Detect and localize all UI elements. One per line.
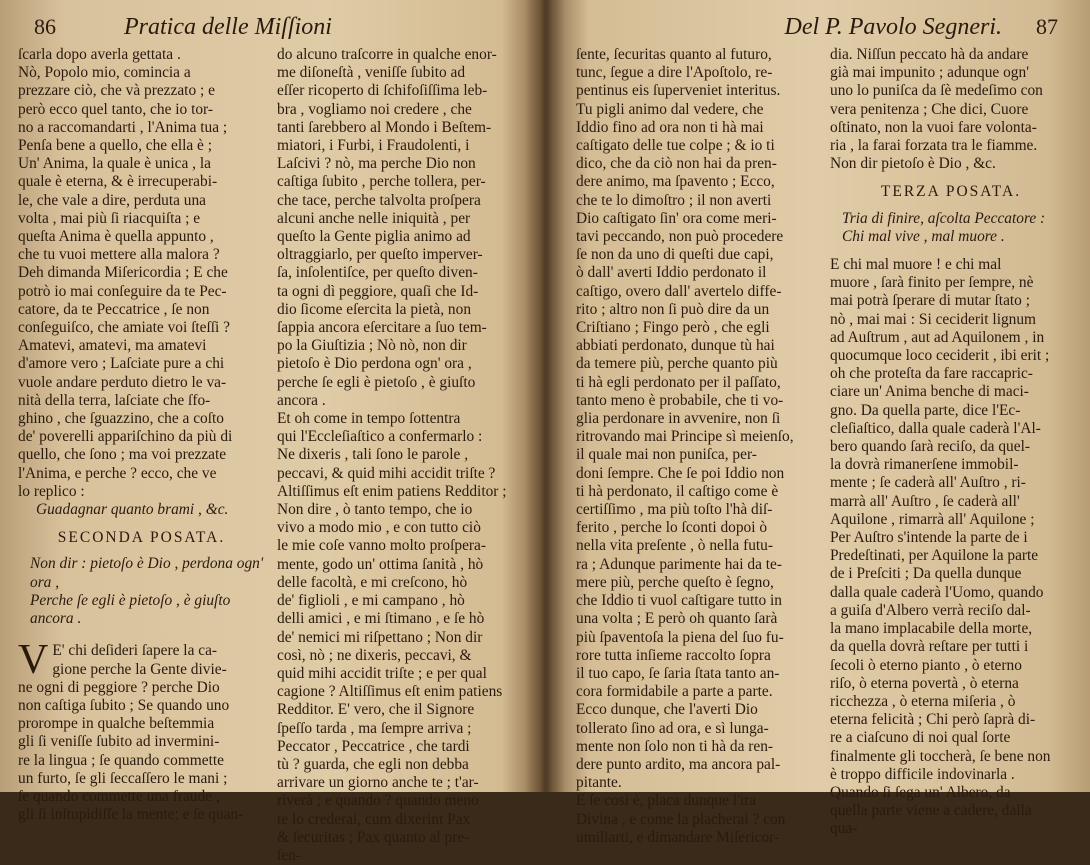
text-line: ſpeſſo tarda , ma ſempre arriva ; — [277, 719, 472, 737]
text-line: ſe quando commette una fraude , — [18, 787, 220, 805]
text-line: caſtigato delle tue colpe ; & io ti — [576, 137, 775, 155]
text-line: vivo a modo mio , e con tutto ciò — [277, 519, 481, 537]
text-line: tollerato ſino ad ora, e sì lunga- — [576, 719, 769, 737]
verse-line: Guadagnar quanto brami , &c. — [36, 501, 229, 519]
text-line: ti hà egli perdonato per il paſſato, — [576, 373, 781, 391]
text-line: peccavi, & quid mihi accidit triſte ? — [277, 464, 496, 482]
text-line: Tria di finire, aſcolta Peccatore : — [842, 209, 1046, 227]
text-line: Quando ſi ſega un' Albero, da — [830, 783, 1011, 801]
text-line: che tu vuoi mettere alla malora ? — [18, 246, 220, 264]
text-line: arrivare un giorno anche te ; t'ar- — [277, 774, 479, 792]
text-line: dalla quale caderà l'Uomo, quando — [830, 583, 1044, 601]
text-line: Laſcivi ? nò, ma perche Dio non — [277, 155, 476, 173]
text-line: Per Auſtro s'intende la parte de i — [830, 529, 1028, 547]
text-line: do alcuno traſcorre in qualche enor- — [277, 46, 497, 63]
text-line: vuole andare perduto dietro le va- — [18, 373, 227, 391]
left-page — [0, 0, 540, 864]
text-line: tù ? guarda, che egli non debba — [277, 755, 469, 773]
text-line: così, nò ; ne dixeris, peccavi, & — [277, 646, 472, 664]
text-line: ad Auſtrum , aut ad Aquilonem , in — [830, 328, 1045, 346]
text-line: Chi mal vive , mal muore . — [842, 227, 1005, 245]
text-line: certiſſimo , ma più toſto l'hà diſ- — [576, 501, 773, 519]
text-line: glia perdonare in avvenire, non ſi — [576, 410, 781, 428]
text-line: Non dir : pietoſo è Dio , perdona ogn' — [30, 555, 264, 573]
text-line: Ne dixeris , tali ſono le parole , — [277, 446, 469, 464]
text-line: riſo, ò eterna povertà , ò eterna — [830, 674, 1019, 692]
text-line: però ecco quel tanto, che io tor- — [18, 100, 213, 118]
text-block — [830, 46, 1072, 173]
text-line: uno lo puniſca da ſè medeſimo con — [830, 82, 1043, 100]
text-line: potrò io mai conſeguire da te Pec- — [18, 282, 227, 300]
text-line: eterna felicità ; Chi però ſaprà di- — [830, 711, 1036, 729]
text-line: de' nemici mi riſpettano ; Non dir — [277, 628, 483, 646]
right-page — [552, 0, 1090, 846]
text-line: ricchezza , ò eterna miſeria , ò — [830, 692, 1016, 710]
text-line: a guiſa d'Albero verrà reciſo dal- — [830, 601, 1031, 619]
text-line: muore , ſarà finito per ſempre, nè — [830, 274, 1034, 292]
text-line: le mie coſe vanno molto proſpera- — [277, 537, 486, 555]
text-line: ne ogni di peggiore ? perche Dio — [18, 678, 220, 696]
text-line: de i Preſciti ; Da quella dunque — [830, 565, 1022, 583]
text-line: l'Anima, e perche ? ecco, che ve — [18, 464, 217, 482]
text-line: pitante. — [576, 774, 622, 792]
text-line: quocumque loco ceciderit , ibi erit ; — [830, 347, 1050, 365]
text-line: caſtiga ſubito , perche tollera, per- — [277, 173, 486, 191]
text-line: Dio caſtigato ſin' ora come meri- — [576, 209, 777, 227]
text-line: finalmente gli toccherà, ſe bene non — [830, 747, 1051, 765]
text-line: tavi peccando, non può procedere — [576, 228, 784, 246]
section-heading: TERZA POSATA. — [880, 183, 1022, 201]
text-block — [18, 46, 265, 501]
motto — [18, 555, 265, 628]
text-line: delle facoltà, e mi creſcono, hò — [277, 573, 468, 591]
text-line: vera penitenza ; Che dici, Cuore — [830, 100, 1029, 118]
text-line: quello, che ſono ; ma voi prezzate — [18, 446, 227, 464]
text-line: quid mihi accidit triſte ; e per qual — [277, 664, 487, 682]
text-line: umiliarti, e dimandare Miſericor- — [576, 828, 780, 846]
text-line: non caſtiga ſubito ; Se quando uno — [18, 696, 230, 714]
text-line: che te lo dimoſtro ; il non averti — [576, 191, 772, 209]
text-line: nò , mai mai : Si ceciderit lignum — [830, 310, 1037, 328]
text-line: bra , vogliamo noi credere , che — [277, 100, 472, 118]
text-line: gli ſi inſtupidiſſe la mente; e ſe quan- — [18, 806, 244, 824]
left-running-head — [18, 10, 524, 46]
page-number: 86 — [34, 14, 56, 39]
text-line: ghino , che ſguazzino, che a coſto — [18, 410, 224, 428]
text-line: la mano implacabile della morte, — [830, 620, 1033, 638]
text-line: quale è eterna, & è irrecuperabi- — [18, 173, 218, 191]
text-line: mente non ſolo non ti hà da ren- — [576, 737, 774, 755]
text-line: ora , — [30, 573, 60, 591]
text-line: che Iddio ti vuol caſtigare tutto in — [576, 592, 783, 610]
text-line: cora formidabile a parte a parte. — [576, 683, 773, 701]
text-line: Et oh come in tempo ſottentra — [277, 410, 461, 428]
text-line: re a ciaſcuno di noi qual ſorte — [830, 729, 1011, 747]
left-column-2 — [277, 46, 524, 865]
text-line: doni ſempre. Che ſe poi Iddio non — [576, 464, 785, 482]
text-line: gli ſi veniſſe ſubito ad invermini- — [18, 733, 220, 751]
text-line: re la lingua ; ſe quando commette — [18, 751, 224, 769]
text-line: ria , la farai forzata tra le fiamme. — [830, 137, 1038, 155]
text-line: d'amore vero ; Laſciate pure a chi — [18, 355, 225, 373]
text-line: un furto, ſe gli ſeccaſſero le mani ; — [18, 769, 228, 787]
text-line: pietoſo è Dio perdona ogn' ora , — [277, 355, 472, 373]
text-line: ra ; Adunque parimente hai da te- — [576, 555, 782, 573]
text-line: dio ſicome eſercita la pietà, non — [277, 300, 472, 318]
running-title: Del P. Pavolo Segneri. — [784, 14, 1002, 40]
text-line: queſto la Gente piglia animo ad — [277, 228, 471, 246]
text-line: te lo crederai, cum dixerint Pax — [277, 810, 471, 828]
text-line: nità della terra, laſciate che ſfo- — [18, 391, 211, 409]
text-line: de' figlioli , e mi campano , hò — [277, 592, 465, 610]
text-line: oſtinato, non la vuoi fare volonta- — [830, 118, 1037, 136]
right-running-head — [576, 10, 1072, 46]
text-line: bero quando ſarà reciſo, da quel- — [830, 438, 1030, 456]
text-line: ſen- — [277, 846, 301, 864]
text-line: me diſoneſtà , veniſſe ſubito ad — [277, 64, 466, 82]
text-line: le, che vale a dire, perduta una — [18, 191, 207, 209]
text-line: & ſecuritas ; Pax quanto al pre- — [277, 828, 470, 846]
text-line: rito ; altro non ſi può dire da un — [576, 300, 770, 318]
right-column-2 — [830, 46, 1072, 847]
motto — [830, 210, 1072, 246]
text-line: mai potrà ſperare di mutar ſtato ; — [830, 292, 1031, 310]
text-line: Criſtiano ; Fingo però , che egli — [576, 319, 770, 337]
text-line: Penſa bene a quello, che ella è ; — [18, 137, 213, 155]
text-line: più ſpaventoſa la piena del ſuo fu- — [576, 628, 784, 646]
text-line: ta ogni dì peggiore, quaſi che Id- — [277, 282, 479, 300]
text-block — [18, 637, 265, 824]
text-block — [277, 46, 524, 865]
text-line: marrà all' Auſtro , ſe caderà all' — [830, 492, 1020, 510]
text-line: Altiſſimus eſt enim patiens Redditor ; — [277, 482, 507, 500]
text-line: ciare un' Anima benche di maci- — [830, 383, 1029, 401]
text-line: volta , mai più ſi riacquiſta ; e — [18, 209, 201, 227]
text-line: prezzare ciò, che và prezzato ; e — [18, 82, 215, 100]
text-line: no a raccomandarti , l'Anima tua ; — [18, 118, 228, 136]
text-line: Non dire , ò tanto tempo, che io — [277, 501, 473, 519]
text-line: mere più, perche queſto è ſegno, — [576, 573, 774, 591]
text-line: Tu pigli animo dal vedere, che — [576, 100, 764, 118]
text-line: quella parte viene a cadere, dalla — [830, 802, 1032, 820]
text-line: ritrovando mai Principe sì meienſo, — [576, 428, 794, 446]
text-line: Non dir pietoſo è Dio , &c. — [830, 155, 996, 173]
text-line: mente, godo un' ottima ſanità , hò — [277, 555, 484, 573]
text-line: Peccator , Peccatrice , che tardi — [277, 737, 470, 755]
page-number: 87 — [1036, 14, 1058, 39]
text-line: il tuo capo, ſe ſaria ſtata tanto an- — [576, 664, 780, 682]
text-line: Divina , e come la placherai ? con — [576, 810, 786, 828]
text-line: oh che proteſta da fare raccapric- — [830, 365, 1033, 383]
text-line: Redditor. E' vero, che il Signore — [277, 701, 475, 719]
text-line: Iddio fino ad ora non ti hà mai — [576, 118, 764, 136]
left-column-1 — [18, 46, 265, 865]
right-column-1 — [576, 46, 818, 847]
text-line: cagione ? Altiſſimus eſt enim patiens — [277, 683, 503, 701]
text-line: po la Giuſtizia ; Nò nò, non dir — [277, 337, 467, 355]
text-line: queſta Anima è quella appunto , — [18, 228, 214, 246]
text-line: gione perche la Gente divie- — [52, 660, 227, 678]
text-line: catore, da te Peccatrice , ſe non — [18, 300, 210, 318]
text-block — [576, 46, 818, 847]
drop-cap: V — [18, 637, 49, 684]
text-line: caſtigo, overo dall' avertelo diffe- — [576, 282, 782, 300]
text-line: ferito , perche lo ſconti dopoi ò — [576, 519, 768, 537]
text-line: ſe non da uno di queſti due capi, — [576, 246, 774, 264]
text-line: miatori, i Furbi, i Fraudolenti, i — [277, 137, 470, 155]
text-line: ò dall' averti Iddio perdonato il — [576, 264, 767, 282]
text-block — [830, 256, 1072, 839]
running-title: Pratica delle Miſſioni — [124, 14, 332, 40]
text-line: eſſer ricoperto di ſchifoſiſſima leb- — [277, 82, 488, 100]
text-line: conſeguiſco, che amiate voi ſteſſi ? — [18, 319, 230, 337]
text-line: Perche ſe egli è pietoſo , è giuſto — [30, 591, 231, 609]
text-line: una volta ; E però oh quanto ſarà — [576, 610, 778, 628]
paragraph — [18, 637, 265, 824]
text-line: qua- — [830, 820, 858, 838]
text-line: qui l'Eccleſiaſtico a confermarlo : — [277, 428, 483, 446]
text-line: dia. Niſſun peccato hà da andare — [830, 46, 1029, 63]
text-line: ſa, inſolentiſce, per queſto diven- — [277, 264, 478, 282]
text-line: Ecco dunque, che l'averti Dio — [576, 701, 758, 719]
text-line: nella vita preſente , ò nella futu- — [576, 537, 774, 555]
text-line: Amatevi, amatevi, ma amatevi — [18, 337, 207, 355]
text-line: Deh dimanda Miſericordia ; E che — [18, 264, 228, 282]
text-line: ſappia ancora eſercitare a ſuo tem- — [277, 319, 487, 337]
text-line: ancora . — [30, 610, 82, 628]
text-line: abbiati perdonato, dunque tù hai — [576, 337, 775, 355]
text-line: Un' Anima, la quale è unica , la — [18, 155, 211, 173]
text-line: da quella dovrà reſtare per tutti i — [830, 638, 1029, 656]
text-line: pentinus eis ſuperveniet interitus. — [576, 82, 781, 100]
text-line: gno. Da quella parte, dice l'Ec- — [830, 401, 1021, 419]
text-line: che tace, perche talvolta proſpera — [277, 191, 481, 209]
text-line: già mai impunito ; adunque ogn' — [830, 64, 1029, 82]
text-line: Predeſtinati, per Aquilone la parte — [830, 547, 1039, 565]
text-line: delli amici , e mi ſtimano , e ſe hò — [277, 610, 485, 628]
text-line: da temere più, perche quanto più — [576, 355, 778, 373]
text-line: la dovrà rimanerſene immobil- — [830, 456, 1019, 474]
text-line: è troppo difficile indovinarla . — [830, 765, 1015, 783]
text-line: rore tutta inſieme raccolto ſopra — [576, 646, 771, 664]
text-line: perche ſe egli è pietoſo , è giuſto — [277, 373, 476, 391]
text-line: oltraggiarlo, per queſto imperver- — [277, 246, 483, 264]
text-line: ſente, ſecuritas quanto al futuro, — [576, 46, 772, 63]
text-line: riverà ; e quando ? quando meno — [277, 792, 479, 810]
text-line: ſecoli ò eterno pianto , ò eterno — [830, 656, 1022, 674]
text-line: ſcarla dopo averla gettata . — [18, 46, 181, 63]
text-line: E ſe così è, placa dunque l'ira — [576, 792, 757, 810]
text-line: tanto meno è probabile, che ti vo- — [576, 391, 784, 409]
text-line: tanti ſarebbero al Mondo i Beſtem- — [277, 118, 492, 136]
text-line: E chi mal muore ! e chi mal — [830, 256, 1002, 274]
text-line: alcuni anche nelle iniquità , per — [277, 209, 471, 227]
text-line: il quale mai non puniſca, per- — [576, 446, 757, 464]
text-line: ti hà perdonato, il caſtigo come è — [576, 482, 779, 500]
text-line: prorompe in qualche beſtemmia — [18, 715, 215, 733]
text-line: tunc, ſegue a dire l'Apoſtolo, re- — [576, 64, 773, 82]
text-line: lo replico : — [18, 482, 85, 500]
text-line: E' chi deſideri ſapere la ca- — [52, 642, 218, 660]
text-line: de' poverelli appariſchino da più di — [18, 428, 233, 446]
text-line: mente ; ſe caderà all' Auſtro , ri- — [830, 474, 1026, 492]
text-line: Nò, Popolo mio, comincia a — [18, 64, 191, 82]
section-heading: SECONDA POSATA. — [57, 529, 226, 547]
text-line: dere punto ardito, ma ancora pal- — [576, 755, 781, 773]
text-line: dico, che da ciò non hai da pren- — [576, 155, 777, 173]
text-line: ancora . — [277, 391, 326, 409]
text-line: dere animo, ma ſpavento ; Ecco, — [576, 173, 775, 191]
text-line: cleſiaſtico, dalla quale caderà l'Al- — [830, 419, 1041, 437]
text-line: Aquilone , rimarrà all' Aquilone ; — [830, 510, 1035, 528]
